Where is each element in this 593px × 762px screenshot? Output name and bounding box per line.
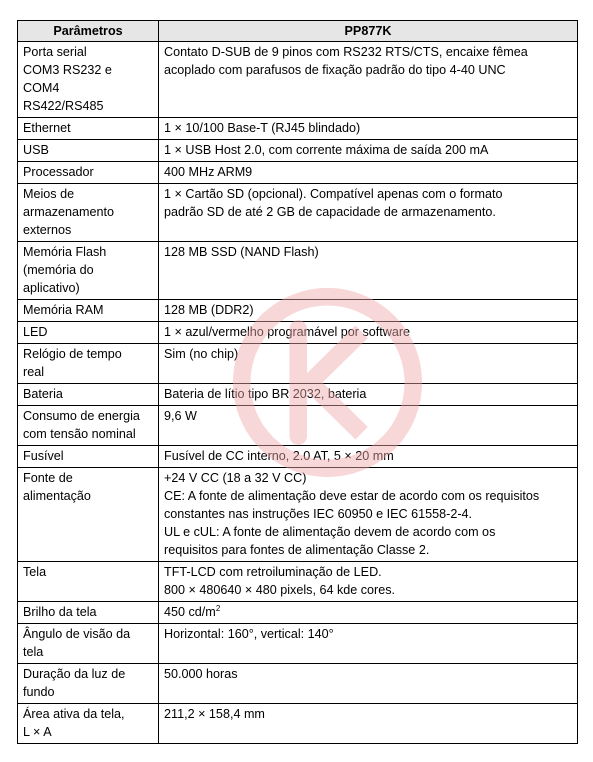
table-row <box>18 384 578 406</box>
row-param: Consumo de energia com tensão nominal <box>18 406 159 446</box>
table-header-row <box>18 21 578 42</box>
row-value: TFT-LCD com retroiluminação de LED. 800 × 480640 × 480 pixels, 64 kde cores. <box>159 562 578 602</box>
row-param: Memória RAM <box>18 300 159 322</box>
brightness-unit-exponent: 2 <box>215 603 221 613</box>
row-value: 1 × Cartão SD (opcional). Compatível apenas com o formato padrão SD de até 2 GB de capacidade de armazenamento. <box>159 184 578 242</box>
table-row <box>18 322 578 344</box>
row-value: Fusível de CC interno, 2.0 AT, 5 × 20 mm <box>159 446 578 468</box>
header-parameters: Parâmetros <box>18 21 159 42</box>
table-row <box>18 118 578 140</box>
row-param: Fusível <box>18 446 159 468</box>
table-row <box>18 344 578 384</box>
row-param: Processador <box>18 162 159 184</box>
table-row <box>18 242 578 300</box>
row-value: 400 MHz ARM9 <box>159 162 578 184</box>
table-row <box>18 602 578 624</box>
table-row <box>18 664 578 704</box>
row-value: +24 V CC (18 a 32 V CC) CE: A fonte de alimentação deve estar de acordo com os requisitos constantes nas instruções IEC 60950 e IEC 61558-2-4. UL e cUL: A fonte de alimentação devem de acordo com os requisitos para fontes de alimentação Classe 2. <box>159 468 578 562</box>
row-value: 1 × USB Host 2.0, com corrente máxima de saída 200 mA <box>159 140 578 162</box>
row-value: 128 MB SSD (NAND Flash) <box>159 242 578 300</box>
row-param: Relógio de tempo real <box>18 344 159 384</box>
row-value: 128 MB (DDR2) <box>159 300 578 322</box>
table-row <box>18 300 578 322</box>
row-param: Duração da luz de fundo <box>18 664 159 704</box>
table-row <box>18 162 578 184</box>
header-model: PP877K <box>159 21 578 42</box>
spec-table <box>17 20 578 744</box>
row-param: Área ativa da tela, L × A <box>18 704 159 744</box>
table-row <box>18 562 578 602</box>
row-param: Porta serial COM3 RS232 e COM4 RS422/RS485 <box>18 42 159 118</box>
row-value: Horizontal: 160°, vertical: 140° <box>159 624 578 664</box>
row-value: Bateria de lítio tipo BR 2032, bateria <box>159 384 578 406</box>
row-value: 1 × azul/vermelho programável por software <box>159 322 578 344</box>
row-value <box>159 602 578 624</box>
row-param: Brilho da tela <box>18 602 159 624</box>
table-row <box>18 42 578 118</box>
table-row <box>18 624 578 664</box>
row-value: 211,2 × 158,4 mm <box>159 704 578 744</box>
table-row <box>18 184 578 242</box>
row-param: Ângulo de visão da tela <box>18 624 159 664</box>
table-row <box>18 446 578 468</box>
table-row <box>18 704 578 744</box>
row-param: USB <box>18 140 159 162</box>
row-value: 1 × 10/100 Base-T (RJ45 blindado) <box>159 118 578 140</box>
row-param: Ethernet <box>18 118 159 140</box>
row-param: Memória Flash (memória do aplicativo) <box>18 242 159 300</box>
row-param: Bateria <box>18 384 159 406</box>
brightness-value: 450 cd/m <box>164 605 216 619</box>
table-row <box>18 468 578 562</box>
table-row <box>18 140 578 162</box>
row-value: 9,6 W <box>159 406 578 446</box>
row-value: Contato D-SUB de 9 pinos com RS232 RTS/CTS, encaixe fêmea acoplado com parafusos de fixação padrão do tipo 4-40 UNC <box>159 42 578 118</box>
table-row <box>18 406 578 446</box>
row-param: LED <box>18 322 159 344</box>
row-value: Sim (no chip) <box>159 344 578 384</box>
row-param: Fonte de alimentação <box>18 468 159 562</box>
row-value: 50.000 horas <box>159 664 578 704</box>
row-param: Meios de armazenamento externos <box>18 184 159 242</box>
row-param: Tela <box>18 562 159 602</box>
